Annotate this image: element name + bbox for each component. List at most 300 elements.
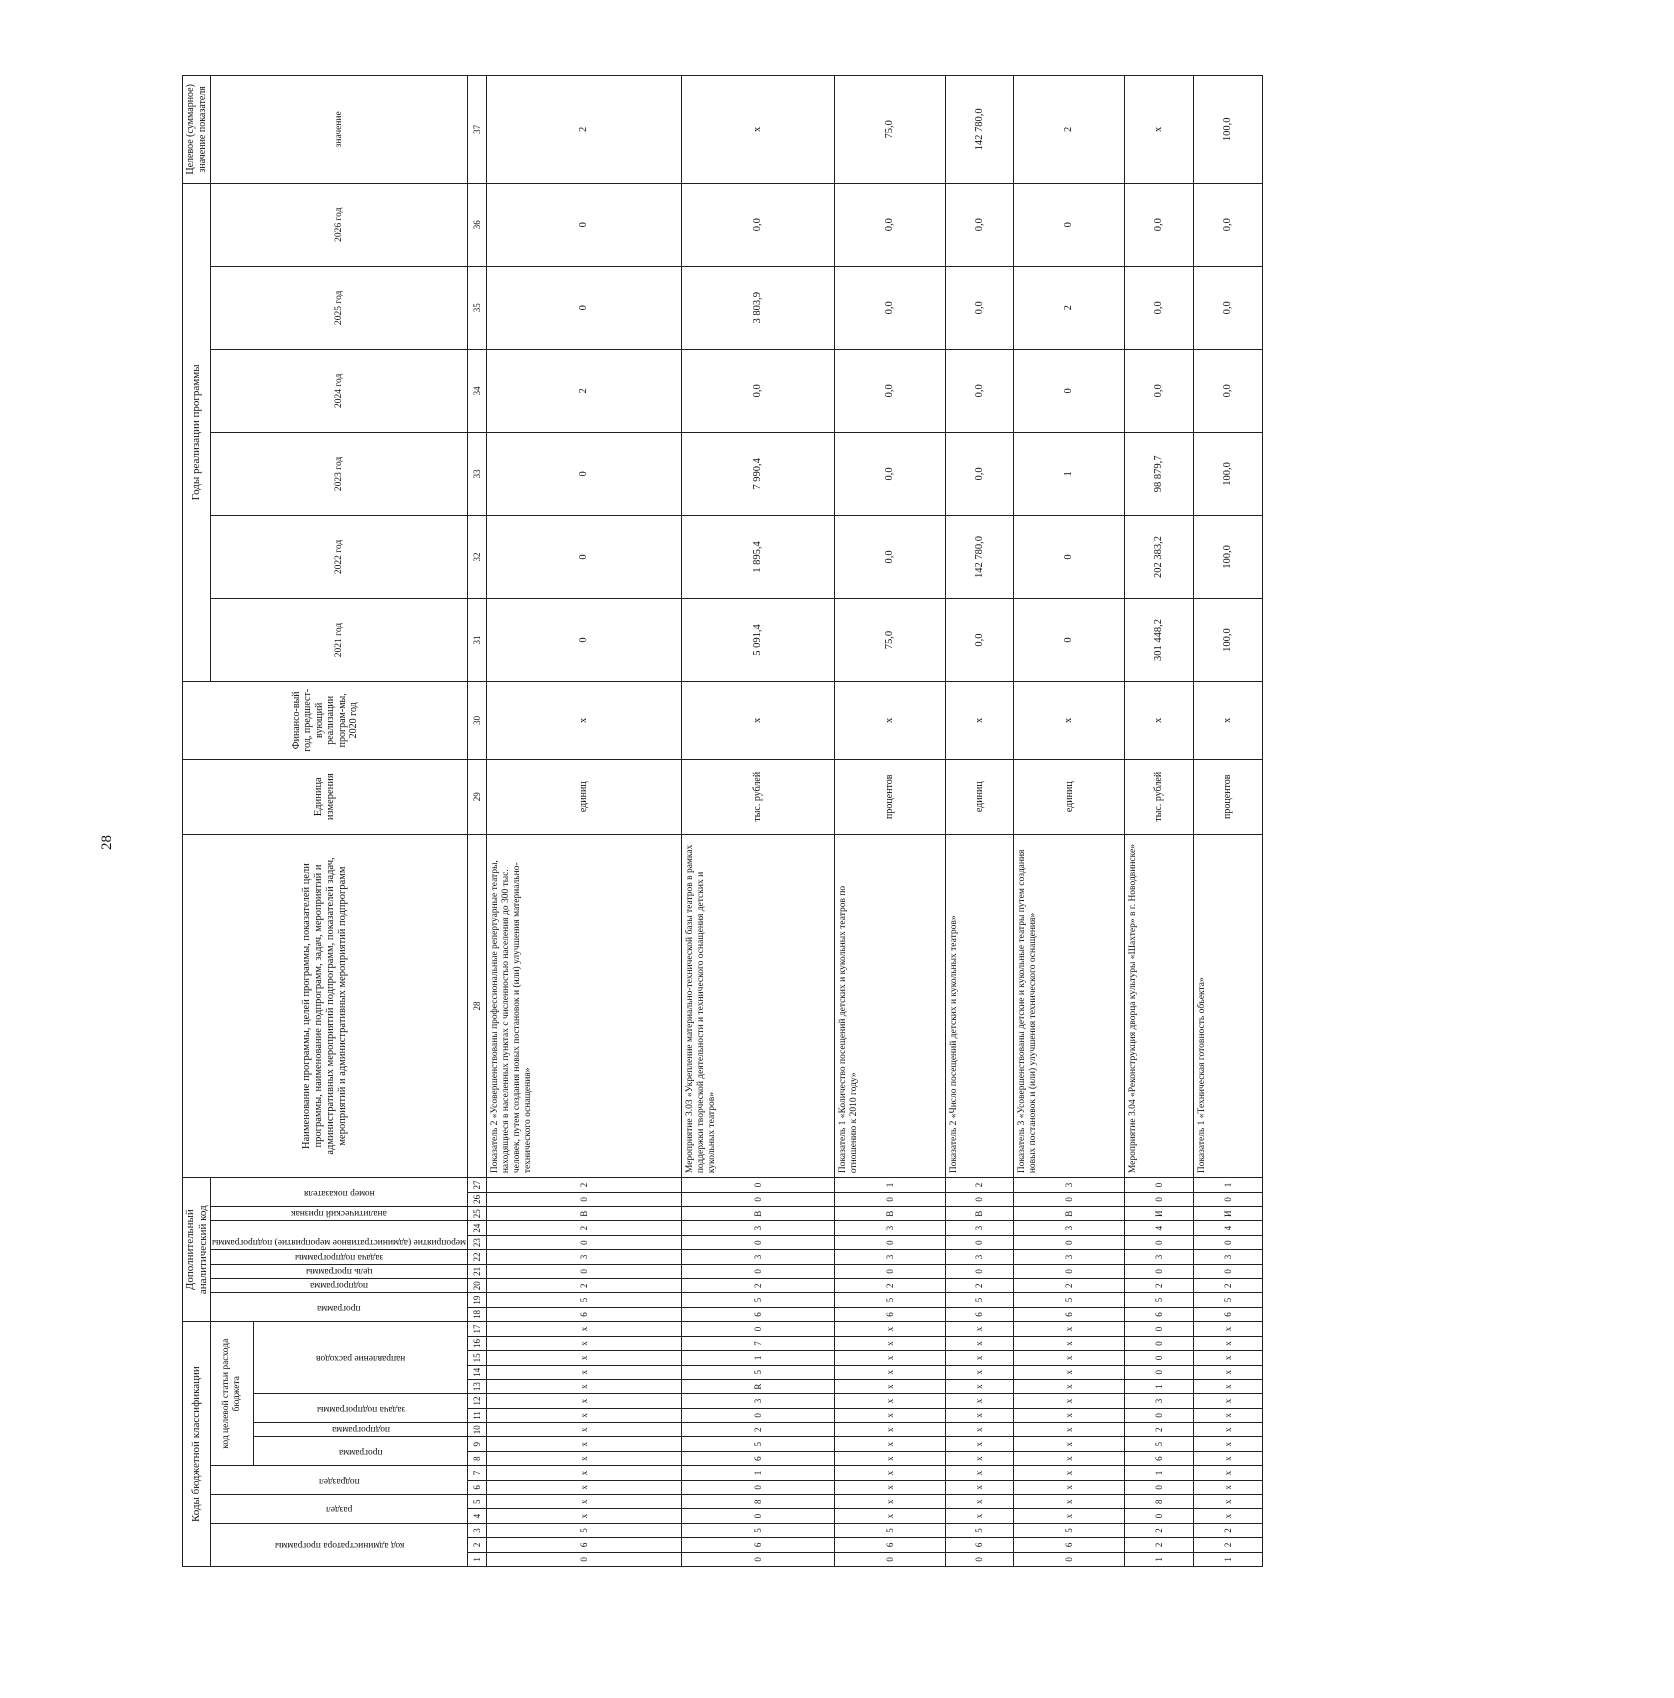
code-cell: х [834, 1394, 945, 1408]
row-year-value: 0 [487, 515, 682, 598]
row-year-value: 142 780,0 [945, 515, 1014, 598]
column-index-cell: 1 [468, 1552, 487, 1566]
code-cell: 8 [682, 1495, 835, 1509]
code-cell: х [1014, 1322, 1125, 1337]
code-cell: 6 [945, 1538, 1014, 1552]
code-cell: х [1014, 1336, 1125, 1350]
code-cell: 0 [682, 1235, 835, 1249]
code-cell: х [487, 1394, 682, 1408]
program-goal-header: цель программы [211, 1264, 468, 1278]
code-cell: 5 [487, 1523, 682, 1537]
year-2024-header: 2024 год [211, 349, 468, 432]
program-header: программа [254, 1437, 468, 1466]
event-admin-header: мероприятие (административное мероприятие) подпрограммы [211, 1221, 468, 1250]
row-year-value: 1 895,4 [682, 515, 835, 598]
code-cell: х [1194, 1365, 1263, 1379]
code-cell: 0 [834, 1192, 945, 1206]
code-cell: 6 [682, 1451, 835, 1465]
row-year-value: 2 [487, 349, 682, 432]
code-cell: х [1194, 1423, 1263, 1437]
code-cell: х [1014, 1408, 1125, 1422]
code-cell: 5 [834, 1523, 945, 1537]
code-cell: х [834, 1495, 945, 1509]
code-cell: 0 [1125, 1264, 1194, 1278]
code-cell: 0 [1194, 1192, 1263, 1206]
code-cell: 6 [487, 1307, 682, 1321]
code-cell: 6 [834, 1307, 945, 1321]
code-cell: х [1014, 1423, 1125, 1437]
code-cell: х [487, 1365, 682, 1379]
code-cell: 5 [945, 1293, 1014, 1307]
row-year-value: 100,0 [1194, 598, 1263, 681]
row-target-value: 2 [1014, 76, 1125, 184]
code-cell: 3 [1014, 1178, 1125, 1193]
analytic-sign-header: аналитический признак [211, 1207, 468, 1221]
code-cell: 2 [945, 1178, 1014, 1193]
code-cell: х [834, 1451, 945, 1465]
code-cell: 0 [487, 1235, 682, 1249]
code-cell: х [487, 1379, 682, 1393]
code-cell: 0 [682, 1264, 835, 1278]
code-cell: 5 [1125, 1437, 1194, 1451]
column-index-cell: 24 [468, 1221, 487, 1235]
code-cell: В [487, 1207, 682, 1221]
code-cell: 3 [1194, 1250, 1263, 1264]
code-cell: х [1194, 1480, 1263, 1494]
code-cell: И [1125, 1207, 1194, 1221]
code-cell: 6 [945, 1307, 1014, 1321]
column-index-cell: 19 [468, 1293, 487, 1307]
code-cell: 0 [834, 1235, 945, 1249]
year-2021-header: 2021 год [211, 598, 468, 681]
row-year-value: 0,0 [1125, 266, 1194, 349]
row-year-value: 0 [487, 432, 682, 515]
row-name: Показатель 3 «Усовершенствованы детские и кукольные театры путем создания новых постановок и (или) улучшения технического оснащения» [1014, 834, 1125, 1177]
subprogram-task-header: задача подпрограммы [254, 1394, 468, 1423]
code-cell: 2 [1125, 1523, 1194, 1537]
column-index-cell: 5 [468, 1495, 487, 1509]
code-cell: 0 [1014, 1192, 1125, 1206]
row-unit: тыс. рублей [682, 759, 835, 834]
column-index-cell: 11 [468, 1408, 487, 1422]
code-cell: 5 [682, 1523, 835, 1537]
column-index-cell: 30 [468, 682, 487, 760]
column-index-cell: 3 [468, 1523, 487, 1537]
program-indicators-table [182, 75, 1263, 1567]
column-index-cell: 16 [468, 1336, 487, 1350]
code-cell: 1 [1125, 1466, 1194, 1480]
code-cell: х [487, 1408, 682, 1422]
admin-code-header: код администратора программы [211, 1523, 468, 1566]
table-row [487, 76, 682, 1567]
section-header: раздел [211, 1495, 468, 1524]
code-cell: х [945, 1394, 1014, 1408]
code-cell: 0 [487, 1192, 682, 1206]
code-cell: 6 [1014, 1538, 1125, 1552]
code-cell: х [1194, 1437, 1263, 1451]
code-cell: 0 [682, 1408, 835, 1422]
code-cell: х [834, 1351, 945, 1365]
page-number: 28 [99, 835, 115, 850]
years-group-header: Годы реализации программы [183, 183, 211, 681]
code-cell: х [834, 1336, 945, 1350]
target-value-header: значение [211, 76, 468, 184]
code-cell: х [487, 1336, 682, 1350]
code-cell: х [1194, 1351, 1263, 1365]
row-name: Мероприятие 3.03 «Укрепление материально-технической базы театров в рамках поддержки творческой деятельности и технического оснащения детских и кукольных театров» [682, 834, 835, 1177]
column-index-cell: 23 [468, 1235, 487, 1249]
code-cell: В [945, 1207, 1014, 1221]
code-cell: х [487, 1451, 682, 1465]
table-row [1014, 76, 1125, 1567]
column-index-cell: 32 [468, 515, 487, 598]
column-index-cell: 34 [468, 349, 487, 432]
code-cell: х [834, 1437, 945, 1451]
code-cell: 0 [1125, 1509, 1194, 1523]
code-cell: 2 [834, 1279, 945, 1293]
code-cell: 1 [1125, 1379, 1194, 1393]
code-cell: х [834, 1466, 945, 1480]
code-cell: 4 [1125, 1221, 1194, 1235]
code-cell: 2 [1125, 1423, 1194, 1437]
column-index-cell: 25 [468, 1207, 487, 1221]
code-cell: х [487, 1466, 682, 1480]
column-index-cell: 13 [468, 1379, 487, 1393]
row-year-value: 0,0 [1194, 183, 1263, 266]
row-year-value: 0,0 [1125, 349, 1194, 432]
code-cell: 5 [487, 1293, 682, 1307]
budget-codes-header: Коды бюджетной классификации [183, 1322, 211, 1567]
code-cell: 0 [682, 1552, 835, 1566]
code-cell: х [1194, 1509, 1263, 1523]
code-cell: 0 [1014, 1264, 1125, 1278]
table-row [1125, 76, 1194, 1567]
row-unit: процентов [1194, 759, 1263, 834]
additional-code-header: Дополнительный аналитический код [183, 1178, 211, 1322]
table-body [487, 76, 1263, 1567]
code-cell: 6 [1125, 1307, 1194, 1321]
code-cell: 2 [1125, 1538, 1194, 1552]
code-cell: 2 [945, 1279, 1014, 1293]
add-program-header: программа [211, 1293, 468, 1322]
column-index-cell: 36 [468, 183, 487, 266]
row-unit: единиц [1014, 759, 1125, 834]
code-cell: х [834, 1365, 945, 1379]
column-index-cell: 22 [468, 1250, 487, 1264]
row-year-value: 0,0 [1194, 266, 1263, 349]
code-cell: 2 [487, 1279, 682, 1293]
code-cell: 3 [834, 1250, 945, 1264]
code-cell: 5 [1194, 1293, 1263, 1307]
code-cell: 1 [1194, 1552, 1263, 1566]
row-name: Показатель 1 «Техническая готовность объекта» [1194, 834, 1263, 1177]
code-cell: х [834, 1408, 945, 1422]
code-cell: 3 [682, 1250, 835, 1264]
row-year-value: 0,0 [834, 349, 945, 432]
row-year-value: 0,0 [834, 515, 945, 598]
code-cell: х [945, 1423, 1014, 1437]
row-target-value: 2 [487, 76, 682, 184]
code-cell: 2 [1125, 1279, 1194, 1293]
column-index-cell: 14 [468, 1365, 487, 1379]
code-cell: 0 [1125, 1408, 1194, 1422]
code-cell: 5 [682, 1437, 835, 1451]
column-index-cell: 8 [468, 1451, 487, 1465]
code-cell: х [1014, 1351, 1125, 1365]
code-cell: 3 [1125, 1394, 1194, 1408]
add-subprogram-header: подпрограмма [211, 1279, 468, 1293]
row-fin-year-value: х [1125, 682, 1194, 760]
row-year-value: 0 [1014, 349, 1125, 432]
code-cell: х [834, 1322, 945, 1337]
code-cell: 0 [682, 1192, 835, 1206]
row-year-value: 3 803,9 [682, 266, 835, 349]
code-cell: 2 [682, 1279, 835, 1293]
row-year-value: 0,0 [945, 183, 1014, 266]
column-index-row [468, 76, 487, 1567]
column-index-cell: 18 [468, 1307, 487, 1321]
code-cell: х [487, 1437, 682, 1451]
code-cell: 5 [834, 1293, 945, 1307]
code-cell: х [1194, 1336, 1263, 1350]
code-cell: 0 [1125, 1480, 1194, 1494]
code-cell: В [682, 1207, 835, 1221]
code-cell: 1 [682, 1466, 835, 1480]
code-cell: 2 [1194, 1279, 1263, 1293]
code-cell: 3 [487, 1250, 682, 1264]
code-cell: 3 [945, 1250, 1014, 1264]
code-cell: 0 [834, 1552, 945, 1566]
code-cell: 3 [945, 1221, 1014, 1235]
row-year-value: 0 [1014, 515, 1125, 598]
code-cell: 6 [682, 1538, 835, 1552]
row-year-value: 0 [487, 266, 682, 349]
code-cell: х [945, 1437, 1014, 1451]
code-cell: 0 [1194, 1235, 1263, 1249]
column-index-cell: 35 [468, 266, 487, 349]
row-year-value: 0 [1014, 598, 1125, 681]
code-cell: х [487, 1495, 682, 1509]
target-article-header: код целевой статьи расхода бюджета [211, 1322, 254, 1466]
code-cell: х [945, 1480, 1014, 1494]
row-year-value: 100,0 [1194, 432, 1263, 515]
code-cell: 3 [1014, 1250, 1125, 1264]
target-group-header: Целевое (суммарное) значение показателя [183, 76, 211, 184]
row-fin-year-value: х [945, 682, 1014, 760]
code-cell: х [487, 1480, 682, 1494]
column-index-cell: 10 [468, 1423, 487, 1437]
code-cell: х [1194, 1451, 1263, 1465]
code-cell: х [487, 1322, 682, 1337]
code-cell: 3 [1125, 1250, 1194, 1264]
row-year-value: 0 [487, 183, 682, 266]
code-cell: х [834, 1379, 945, 1393]
code-cell: х [1194, 1322, 1263, 1337]
row-target-value: 100,0 [1194, 76, 1263, 184]
code-cell: 0 [1014, 1552, 1125, 1566]
row-name: Показатель 2 «Усовершенствованы профессиональные репертуарные театры, находящиеся в населенных пунктах с численностью населения до 300 тыс. человек, путем создания новых постановок и (или) улучшения материально-технического оснащения» [487, 834, 682, 1177]
code-cell: 0 [945, 1264, 1014, 1278]
code-cell: 0 [1125, 1235, 1194, 1249]
code-cell: х [487, 1423, 682, 1437]
row-year-value: 0,0 [682, 183, 835, 266]
code-cell: х [1014, 1437, 1125, 1451]
code-cell: 5 [1014, 1293, 1125, 1307]
code-cell: х [1014, 1394, 1125, 1408]
row-name: Показатель 2 «Число посещений детских и кукольных театров» [945, 834, 1014, 1177]
code-cell: 3 [1014, 1221, 1125, 1235]
row-fin-year-value: х [487, 682, 682, 760]
column-index-cell: 7 [468, 1466, 487, 1480]
table-row [945, 76, 1014, 1567]
column-index-cell: 12 [468, 1394, 487, 1408]
code-cell: 6 [834, 1538, 945, 1552]
column-index-cell: 31 [468, 598, 487, 681]
row-year-value: 0,0 [945, 266, 1014, 349]
row-target-value: х [682, 76, 835, 184]
unit-column-header: Единица измерения [183, 759, 468, 834]
row-target-value: 75,0 [834, 76, 945, 184]
code-cell: 6 [1125, 1451, 1194, 1465]
row-year-value: 75,0 [834, 598, 945, 681]
code-cell: 5 [945, 1523, 1014, 1537]
code-cell: 0 [1125, 1365, 1194, 1379]
row-fin-year-value: х [682, 682, 835, 760]
code-cell: 0 [1014, 1235, 1125, 1249]
code-cell: х [1014, 1480, 1125, 1494]
row-year-value: 100,0 [1194, 515, 1263, 598]
code-cell: 0 [1125, 1322, 1194, 1337]
row-year-value: 0,0 [1125, 183, 1194, 266]
column-index-cell: 28 [468, 834, 487, 1177]
code-cell: х [1014, 1466, 1125, 1480]
column-index-cell: 17 [468, 1322, 487, 1337]
code-cell: х [945, 1466, 1014, 1480]
code-cell: х [945, 1509, 1014, 1523]
code-cell: 2 [1014, 1279, 1125, 1293]
code-cell: 2 [1194, 1523, 1263, 1537]
row-unit: процентов [834, 759, 945, 834]
row-year-value: 98 879,7 [1125, 432, 1194, 515]
code-cell: 6 [487, 1538, 682, 1552]
code-cell: 5 [682, 1293, 835, 1307]
code-cell: х [945, 1495, 1014, 1509]
code-cell: х [945, 1408, 1014, 1422]
column-index-cell: 37 [468, 76, 487, 184]
column-index-cell: 20 [468, 1279, 487, 1293]
code-cell: 0 [945, 1552, 1014, 1566]
code-cell: В [1014, 1207, 1125, 1221]
column-index-cell: 15 [468, 1351, 487, 1365]
code-cell: 5 [1125, 1293, 1194, 1307]
code-cell: В [834, 1207, 945, 1221]
row-target-value: 142 780,0 [945, 76, 1014, 184]
code-cell: 2 [487, 1178, 682, 1193]
code-cell: 0 [1194, 1264, 1263, 1278]
code-cell: х [1194, 1408, 1263, 1422]
row-fin-year-value: х [1194, 682, 1263, 760]
code-cell: х [945, 1379, 1014, 1393]
row-unit: единиц [945, 759, 1014, 834]
code-cell: 0 [945, 1235, 1014, 1249]
code-cell: 0 [682, 1178, 835, 1193]
column-index-cell: 9 [468, 1437, 487, 1451]
column-index-cell: 27 [468, 1178, 487, 1193]
code-cell: х [945, 1365, 1014, 1379]
indicator-number-header: номер показателя [211, 1178, 468, 1207]
code-cell: 3 [834, 1221, 945, 1235]
row-year-value: 0 [1014, 183, 1125, 266]
code-cell: х [1014, 1509, 1125, 1523]
row-year-value: 0,0 [945, 598, 1014, 681]
code-cell: х [1194, 1394, 1263, 1408]
code-cell: 0 [682, 1480, 835, 1494]
column-index-cell: 2 [468, 1538, 487, 1552]
table-row [682, 76, 835, 1567]
column-index-cell: 26 [468, 1192, 487, 1206]
fin-year-column-header: Финансо-вый год, предшест-вующий реализации програм-мы, 2020 год [183, 682, 468, 760]
expense-direction-header: направление расходов [254, 1322, 468, 1394]
row-year-value: 5 091,4 [682, 598, 835, 681]
rotated-table-frame [182, 75, 1674, 1562]
code-cell: 0 [487, 1552, 682, 1566]
code-cell: 0 [1125, 1192, 1194, 1206]
code-cell: х [487, 1351, 682, 1365]
row-year-value: 0,0 [945, 349, 1014, 432]
row-name: Показатель 1 «Количество посещений детских и кукольных театров по отношению к 2010 году» [834, 834, 945, 1177]
row-year-value: 0,0 [1194, 349, 1263, 432]
column-index-cell: 33 [468, 432, 487, 515]
code-cell: 2 [487, 1221, 682, 1235]
code-cell: 5 [1014, 1523, 1125, 1537]
code-cell: х [834, 1423, 945, 1437]
code-cell: 0 [834, 1264, 945, 1278]
row-year-value: 202 383,2 [1125, 515, 1194, 598]
code-cell: 1 [682, 1351, 835, 1365]
row-unit: тыс. рублей [1125, 759, 1194, 834]
row-year-value: 0,0 [834, 183, 945, 266]
code-cell: х [1014, 1451, 1125, 1465]
row-target-value: х [1125, 76, 1194, 184]
subsection-header: подраздел [211, 1466, 468, 1495]
code-cell: И [1194, 1207, 1263, 1221]
code-cell: х [1014, 1365, 1125, 1379]
code-cell: х [945, 1351, 1014, 1365]
row-year-value: 301 448,2 [1125, 598, 1194, 681]
code-cell: 6 [1014, 1307, 1125, 1321]
add-subprogram-task-header: задача подпрограммы [211, 1250, 468, 1264]
row-year-value: 0,0 [834, 432, 945, 515]
row-year-value: 0 [487, 598, 682, 681]
row-year-value: 7 990,4 [682, 432, 835, 515]
code-cell: 1 [834, 1178, 945, 1193]
code-cell: 0 [1125, 1351, 1194, 1365]
code-cell: 0 [945, 1192, 1014, 1206]
code-cell: х [1194, 1495, 1263, 1509]
code-cell: х [945, 1322, 1014, 1337]
code-cell: 5 [682, 1365, 835, 1379]
subprogram-header: подпрограмма [254, 1423, 468, 1437]
code-cell: х [1014, 1495, 1125, 1509]
row-year-value: 0,0 [945, 432, 1014, 515]
row-name: Мероприятие 3.04 «Реконструкция дворца культуры «Шахтер» в г. Новодвинске» [1125, 834, 1194, 1177]
name-column-header: Наименование программы, целей программы, показателей цели программы, наименование подпрограмм, задач, мероприятий и административных мероприятий подпрограмм, показателей задач, мероприятий и административных мероприятий подпрограмм [183, 834, 468, 1177]
code-cell: 0 [487, 1264, 682, 1278]
column-index-cell: 29 [468, 759, 487, 834]
code-cell: 1 [1125, 1552, 1194, 1566]
row-unit: единиц [487, 759, 682, 834]
code-cell: 1 [1194, 1178, 1263, 1193]
